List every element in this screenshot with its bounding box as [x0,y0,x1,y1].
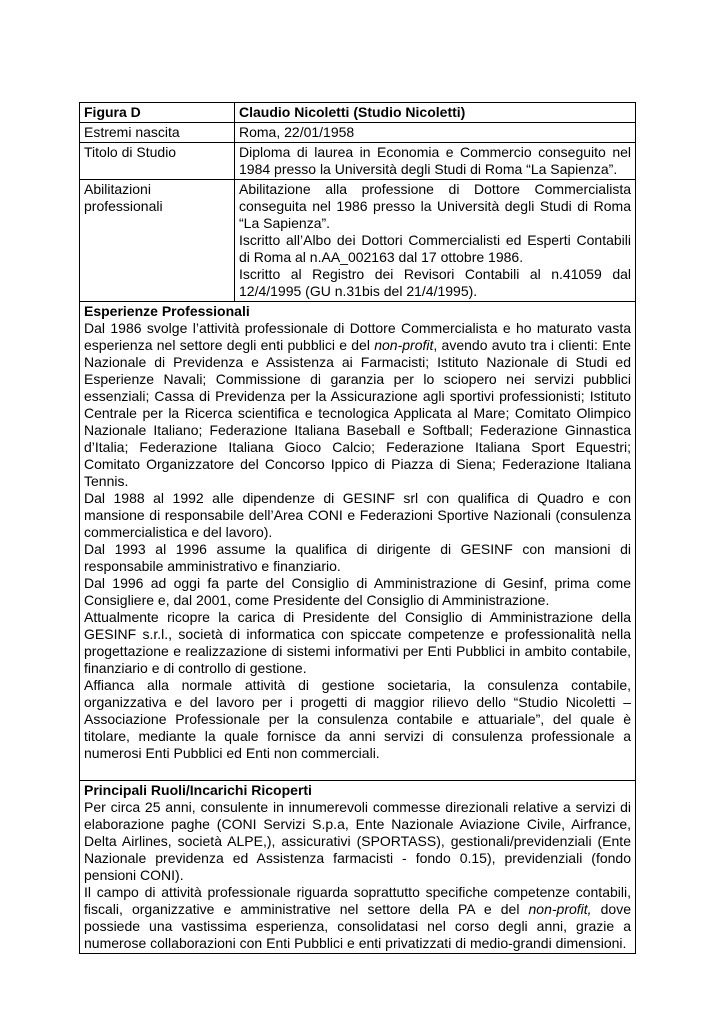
experience-section [80,302,636,781]
spacer [84,762,631,779]
experience-cell [80,302,636,781]
cv-table [79,102,636,954]
row-label: Estremi nascita [80,123,235,143]
section-title: Principali Ruoli/Incarichi Ricoperti [84,782,312,798]
paragraph [84,884,631,952]
paragraph [84,320,631,490]
qualification-item: Abilitazione alla professione di Dottore Commercialista conseguita nel 1986 presso la Università degli Studi di Roma “La Sapienza”. [239,181,631,231]
paragraph: Per circa 25 anni, consulente in innumerevoli commesse direzionali relative a servizi di elaborazione paghe (CONI Servizi S.p.a, Ente Nazionale Aviazione Civile, Airfrance, Delta Airlines, società ALPE,), assicurativi (SPORTASS), gestionali/previdenziali (Ente Nazionale previdenza ed Assistenza farmacisti - fondo 0.15), previdenziali (fondo pensioni CONI). [84,799,631,883]
text-run-italic: non-profit, [528,901,592,917]
birth-value: Roma, 22/01/1958 [239,124,355,140]
cv-document [79,102,636,954]
row-value [235,180,636,302]
paragraph: Affianca alla normale attività di gestione societaria, la consulenza contabile, organizzativa e del lavoro per i progetti di maggior rilievo dello “Studio Nicoletti – Associazione Professionale per la consulenza contabile e attuariale”, del quale è titolare, mediante la quale fornisce da anni servizi di consulenza professionale a numerosi Enti Pubblici ed Enti non commerciali. [84,677,631,761]
roles-section [80,781,636,954]
person-name: Claudio Nicoletti (Studio Nicoletti) [235,103,636,123]
paragraph: Dal 1993 al 1996 assume la qualifica di dirigente di GESINF con mansioni di responsabile amministrativo e finanziario. [84,541,631,574]
row-value [235,123,636,143]
paragraph: Dal 1996 ad oggi fa parte del Consiglio di Amministrazione di Gesinf, prima come Consigliere e, dal 2001, come Presidente del Consiglio di Amministrazione. [84,575,631,608]
paragraph: Dal 1988 al 1992 alle dipendenze di GESINF srl con qualifica di Quadro e con mansione di responsabile dell’Area CONI e Federazioni Sportive Nazionali (consulenza commercialistica e del lavoro). [84,490,631,540]
paragraph: Attualmente ricopre la carica di Presidente del Consiglio di Amministrazione della GESINF s.r.l., società di informatica con spiccate competenze e professionalità nella progettazione e realizzazione di sistemi informativi per Enti Pubblici in ambito contabile, finanziario e di controllo di gestione. [84,609,631,676]
text-run: Dal 1986 svolge l’attività professionale di Dottore Commercialista e ho maturato vasta esperienza nel settore degli enti pubblici e del [84,320,631,353]
qualification-item: Iscritto all’Albo dei Dottori Commercialisti ed Esperti Contabili di Roma al n.AA_002163 dal 17 ottobre 1986. [239,232,631,265]
row-birth [80,123,636,143]
row-education [80,143,636,180]
section-title: Esperienze Professionali [84,303,250,319]
roles-cell [80,781,636,954]
row-value [235,143,636,180]
qualification-item: Iscritto al Registro dei Revisori Contabili al n.41059 dal 12/4/1995 (GU n.31bis del 21/4/1995). [239,266,631,299]
text-run-italic: non-profit [374,337,434,353]
row-label: Abilitazioni professionali [80,180,235,302]
text-run: dove possiede una vastissima esperienza, consolidatasi nel corso degli anni, grazie a numerose collaborazioni con Enti Pubblici e enti privatizzati di medio-grandi dimensioni. [84,901,631,951]
text-run: Il campo di attività professionale riguarda soprattutto specifiche competenze contabili, fiscali, organizzative e amministrative nel settore della PA e del [84,884,631,917]
education-value: Diploma di laurea in Economia e Commercio conseguito nel 1984 presso la Università degli Studi di Roma “La Sapienza”. [239,144,631,177]
row-label: Titolo di Studio [80,143,235,180]
figure-label: Figura D [80,103,235,123]
row-qualifications [80,180,636,302]
header-row [80,103,636,123]
text-run: , avendo avuto tra i clienti: Ente Nazionale di Previdenza e Assistenza ai Farmacisti; Istituto Nazionale di Studi ed Esperienze Navali; Commissione di garanzia per lo sciopero nei servizi pubblici essenziali; Cassa di Previdenza per la Assicurazione agli sportivi professionisti; Istituto Centrale per la Ricerca scientifica e tecnologica Applicata al Mare; Comitato Olimpico Nazionale Italiano; Federazione Italiana Baseball e Softball; Federazione Ginnastica d’Italia; Federazione Italiana Gioco Calcio; Federazione Italiana Sport Equestri; Comitato Organizzatore del Concorso Ippico di Piazza di Siena; Federazione Italiana Tennis. [84,337,632,489]
